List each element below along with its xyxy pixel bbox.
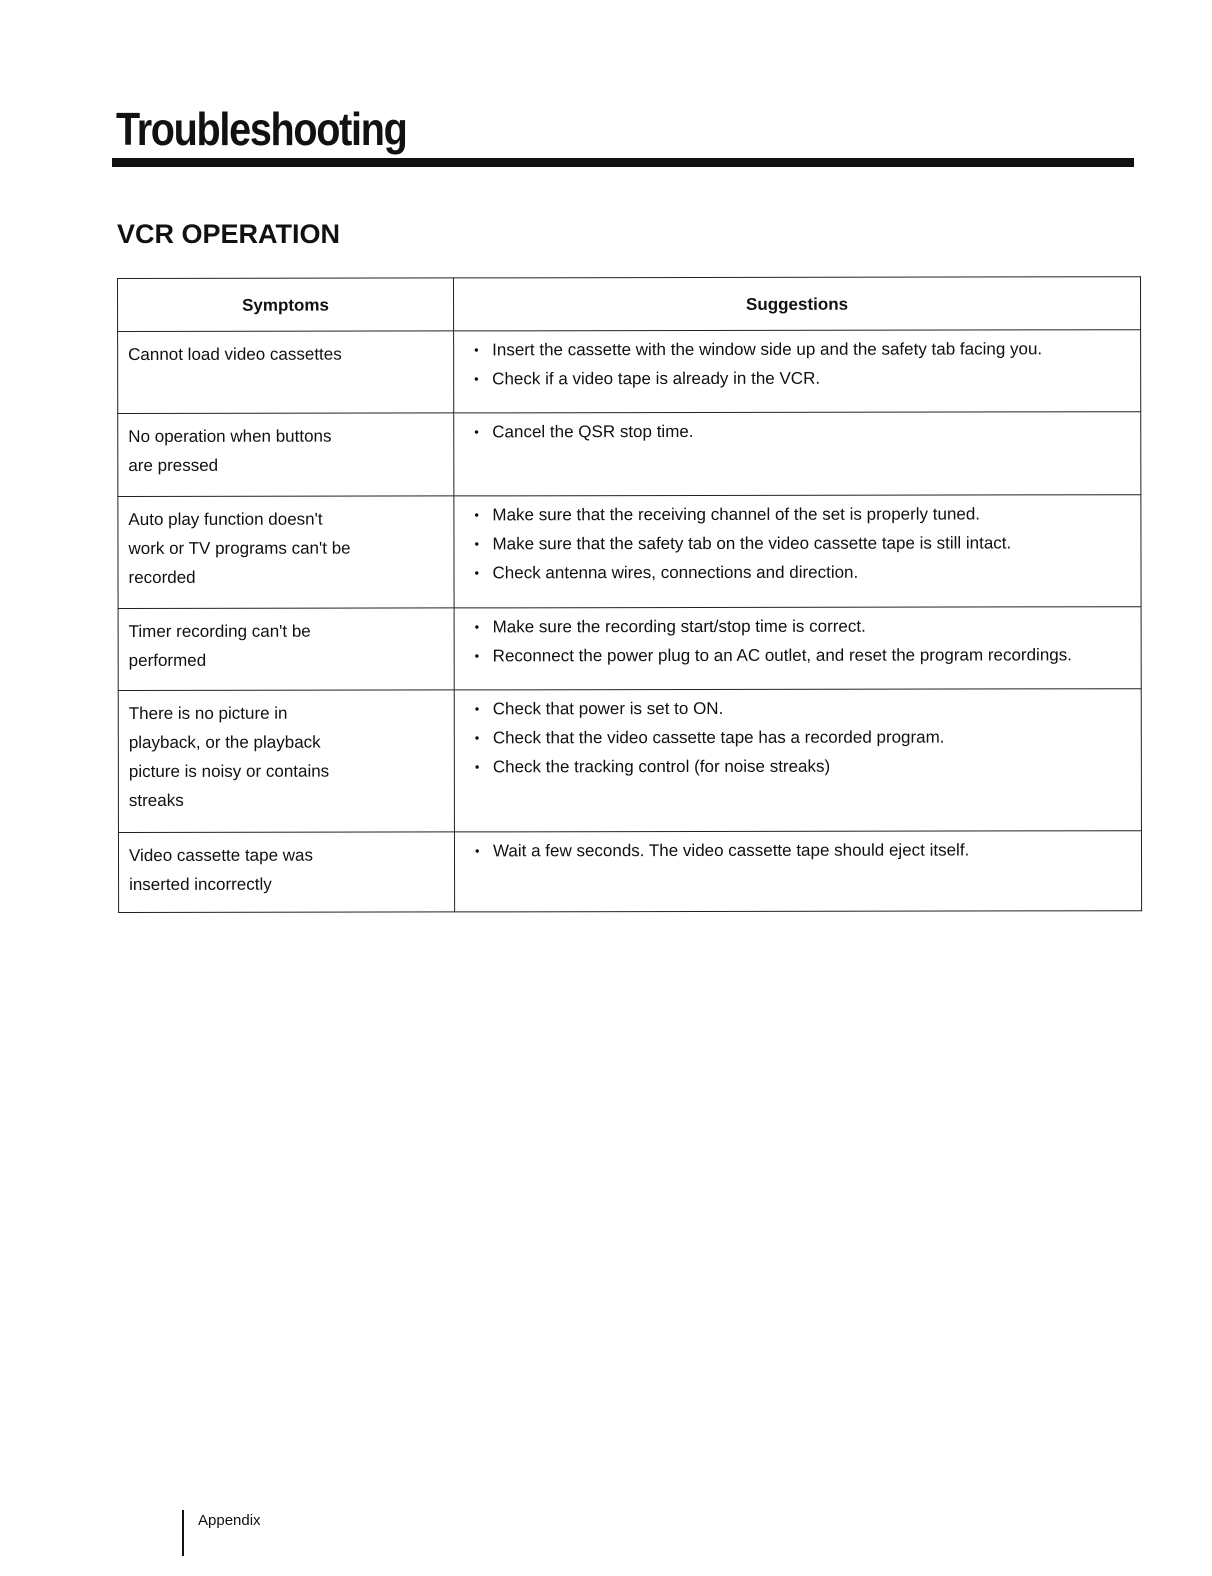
table-row [118,412,1141,497]
list-item: • Check that power is set to ON. [475,693,1131,723]
list-item: • Check if a video tape is already in the VCR. [474,363,1130,393]
table-row [118,831,1141,913]
symptom-text: Video cassette tape was inserted incorrectly [128,845,314,894]
list-item: • Check the tracking control (for noise streaks) [475,751,1131,781]
symptom-text: There is no picture in playback, or the playback picture is noisy or contains streaks [128,703,330,810]
title-rule [112,158,1134,167]
symptom-cell [118,608,454,691]
list-item: • Reconnect the power plug to an AC outlet, and reset the program recordings. [475,640,1131,670]
symptom-cell [118,331,454,414]
suggestions-header: Suggestions [454,277,1141,331]
list-item: • Wait a few seconds. The video cassette tape should eject itself. [475,835,1131,865]
table-row [118,495,1141,609]
suggestions-cell [454,412,1141,496]
list-item: • Check antenna wires, connections and direction. [474,557,1130,587]
list-item: • Cancel the QSR stop time. [474,416,1130,446]
suggestions-cell [454,495,1141,608]
suggestions-cell [454,330,1141,413]
symptom-cell [118,413,454,497]
list-item: • Make sure the recording start/stop time is correct. [475,611,1131,641]
list-item: • Make sure that the receiving channel of the set is properly tuned. [474,499,1130,529]
symptom-text: No operation when buttons are pressed [128,426,332,475]
table-row [118,330,1141,414]
list-item: • Check that the video cassette tape has a recorded program. [475,722,1131,752]
list-item: • Make sure that the safety tab on the video cassette tape is still intact. [474,528,1130,558]
section-heading: VCR OPERATION [117,219,341,249]
symptom-cell [118,690,454,833]
table-row [118,607,1141,691]
suggestions-cell [454,607,1141,690]
footer-rule [182,1510,184,1556]
suggestions-cell [454,831,1141,912]
symptom-cell [118,832,454,913]
suggestions-list [475,693,1131,781]
symptoms-header: Symptoms [118,278,454,332]
suggestions-list [475,611,1131,670]
suggestions-list [474,334,1130,393]
footer-section-label: Appendix [198,1512,261,1529]
troubleshooting-table [117,276,1142,913]
list-item: • Insert the cassette with the window side up and the safety tab facing you. [474,334,1130,364]
suggestions-list [475,835,1131,865]
table-header-row [118,277,1141,332]
suggestions-cell [454,689,1141,832]
suggestions-list [474,416,1130,446]
symptom-cell [118,496,454,609]
symptom-text: Cannot load video cassettes [128,344,342,364]
suggestions-list [474,499,1130,587]
table-row [118,689,1141,833]
page-title: Troubleshooting [116,103,407,155]
symptom-text: Timer recording can't be performed [128,621,311,670]
symptom-text: Auto play function doesn't work or TV programs can't be recorded [128,509,351,587]
